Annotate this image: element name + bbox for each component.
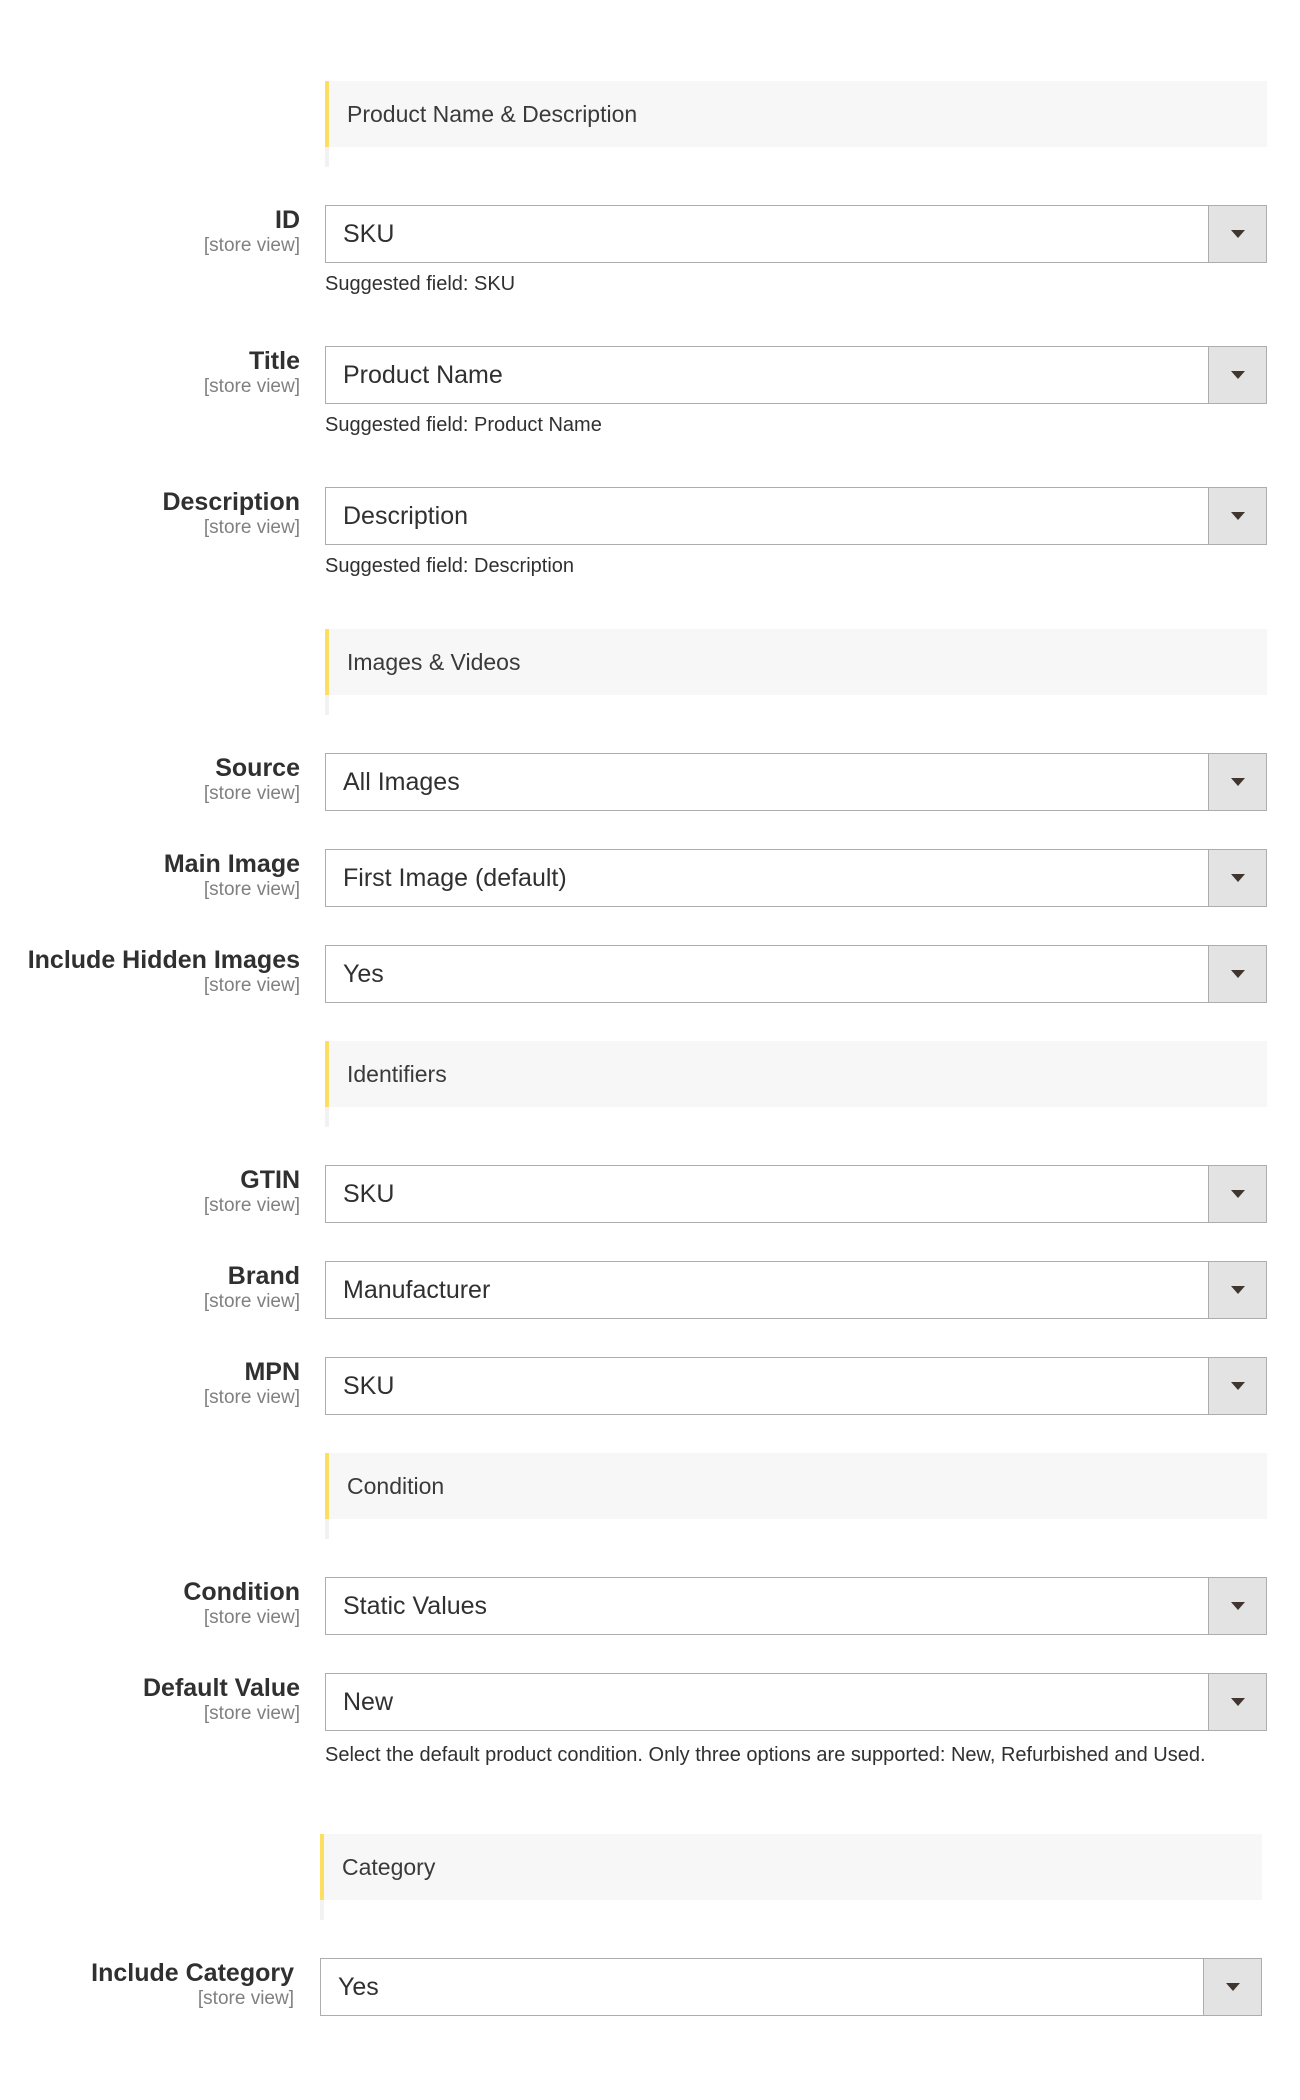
chevron-down-icon xyxy=(1231,874,1245,882)
dropdown-button[interactable] xyxy=(1208,754,1266,810)
field-label-include-hidden-images xyxy=(0,945,300,997)
id-select[interactable] xyxy=(325,205,1267,263)
scope-label: [store view] xyxy=(203,1387,300,1408)
dropdown-button[interactable] xyxy=(1208,1166,1266,1222)
label-text: ID xyxy=(275,206,300,234)
gtin-select[interactable] xyxy=(325,1165,1267,1223)
scope-label: [store view] xyxy=(203,1195,300,1216)
field-label-default-value xyxy=(0,1673,300,1725)
label-text: MPN xyxy=(244,1358,300,1386)
selected-value: SKU xyxy=(343,220,395,248)
dropdown-button[interactable] xyxy=(1208,850,1266,906)
scope-label: [store view] xyxy=(203,783,300,804)
section-title: Product Name & Description xyxy=(347,101,638,127)
title-select[interactable] xyxy=(325,346,1267,404)
label-text: Include Category xyxy=(91,1959,294,1987)
label-text: Source xyxy=(215,754,300,782)
main-image-select[interactable] xyxy=(325,849,1267,907)
section-condition xyxy=(325,1453,1267,1519)
mpn-select[interactable] xyxy=(325,1357,1267,1415)
chevron-down-icon xyxy=(1231,1698,1245,1706)
section-identifiers xyxy=(325,1041,1267,1107)
label-text: GTIN xyxy=(240,1166,300,1194)
condition-select[interactable] xyxy=(325,1577,1267,1635)
field-label-title xyxy=(0,346,300,398)
chevron-down-icon xyxy=(1231,230,1245,238)
field-label-id xyxy=(0,205,300,257)
section-title: Condition xyxy=(347,1473,445,1499)
selected-value: All Images xyxy=(343,768,460,796)
dropdown-button[interactable] xyxy=(1208,347,1266,403)
dropdown-button[interactable] xyxy=(1208,1578,1266,1634)
selected-value: SKU xyxy=(343,1180,395,1208)
label-text: Include Hidden Images xyxy=(27,946,300,974)
section-category xyxy=(320,1834,1262,1900)
field-label-source xyxy=(0,753,300,805)
chevron-down-icon xyxy=(1231,1286,1245,1294)
section-title: Images & Videos xyxy=(347,649,521,675)
chevron-down-icon xyxy=(1231,512,1245,520)
field-label-description xyxy=(0,487,300,539)
dropdown-button[interactable] xyxy=(1208,488,1266,544)
scope-label: [store view] xyxy=(203,235,300,256)
dropdown-button[interactable] xyxy=(1208,1358,1266,1414)
selected-value: Manufacturer xyxy=(343,1276,491,1304)
chevron-down-icon xyxy=(1231,778,1245,786)
dropdown-button[interactable] xyxy=(1208,1262,1266,1318)
scope-label: [store view] xyxy=(197,1988,294,2009)
chevron-down-icon xyxy=(1231,1382,1245,1390)
selected-value: Product Name xyxy=(343,361,503,389)
dropdown-button[interactable] xyxy=(1208,946,1266,1002)
scope-label: [store view] xyxy=(203,517,300,538)
title-note: Suggested field: Product Name xyxy=(325,414,602,436)
dropdown-button[interactable] xyxy=(1208,206,1266,262)
description-select[interactable] xyxy=(325,487,1267,545)
default-value-select[interactable] xyxy=(325,1673,1267,1731)
chevron-down-icon xyxy=(1226,1983,1240,1991)
chevron-down-icon xyxy=(1231,371,1245,379)
id-note: Suggested field: SKU xyxy=(325,273,516,295)
selected-value: First Image (default) xyxy=(343,864,567,892)
label-text: Brand xyxy=(227,1262,300,1290)
label-text: Default Value xyxy=(143,1674,300,1702)
scope-label: [store view] xyxy=(203,376,300,397)
field-label-mpn xyxy=(0,1357,300,1409)
selected-value: Yes xyxy=(338,1973,379,2001)
scope-label: [store view] xyxy=(203,1703,300,1724)
selected-value: New xyxy=(343,1688,394,1716)
field-label-brand xyxy=(0,1261,300,1313)
selected-value: Yes xyxy=(343,960,384,988)
section-product-name-description xyxy=(325,81,1267,147)
scope-label: [store view] xyxy=(203,1291,300,1312)
source-select[interactable] xyxy=(325,753,1267,811)
selected-value: SKU xyxy=(343,1372,395,1400)
chevron-down-icon xyxy=(1231,1190,1245,1198)
chevron-down-icon xyxy=(1231,1602,1245,1610)
brand-select[interactable] xyxy=(325,1261,1267,1319)
scope-label: [store view] xyxy=(203,1607,300,1628)
selected-value: Static Values xyxy=(343,1592,488,1620)
scope-label: [store view] xyxy=(203,879,300,900)
label-text: Main Image xyxy=(163,850,300,878)
description-note: Suggested field: Description xyxy=(325,555,575,577)
chevron-down-icon xyxy=(1231,970,1245,978)
dropdown-button[interactable] xyxy=(1208,1674,1266,1730)
label-text: Condition xyxy=(183,1578,300,1606)
default-value-note: Select the default product condition. Only three options are supported: New, Refurbished and Used. xyxy=(325,1744,1206,1766)
label-text: Title xyxy=(249,347,300,375)
field-label-condition xyxy=(0,1577,300,1629)
scope-label: [store view] xyxy=(203,975,300,996)
include-category-select[interactable] xyxy=(320,1958,1262,2016)
include-hidden-images-select[interactable] xyxy=(325,945,1267,1003)
section-title: Category xyxy=(342,1854,436,1880)
field-label-gtin xyxy=(0,1165,300,1217)
label-text: Description xyxy=(162,488,300,516)
selected-value: Description xyxy=(343,502,469,530)
field-label-include-category xyxy=(0,1958,294,2010)
dropdown-button[interactable] xyxy=(1203,1959,1261,2015)
field-label-main-image xyxy=(0,849,300,901)
section-title: Identifiers xyxy=(347,1061,447,1087)
section-images-videos xyxy=(325,629,1267,695)
